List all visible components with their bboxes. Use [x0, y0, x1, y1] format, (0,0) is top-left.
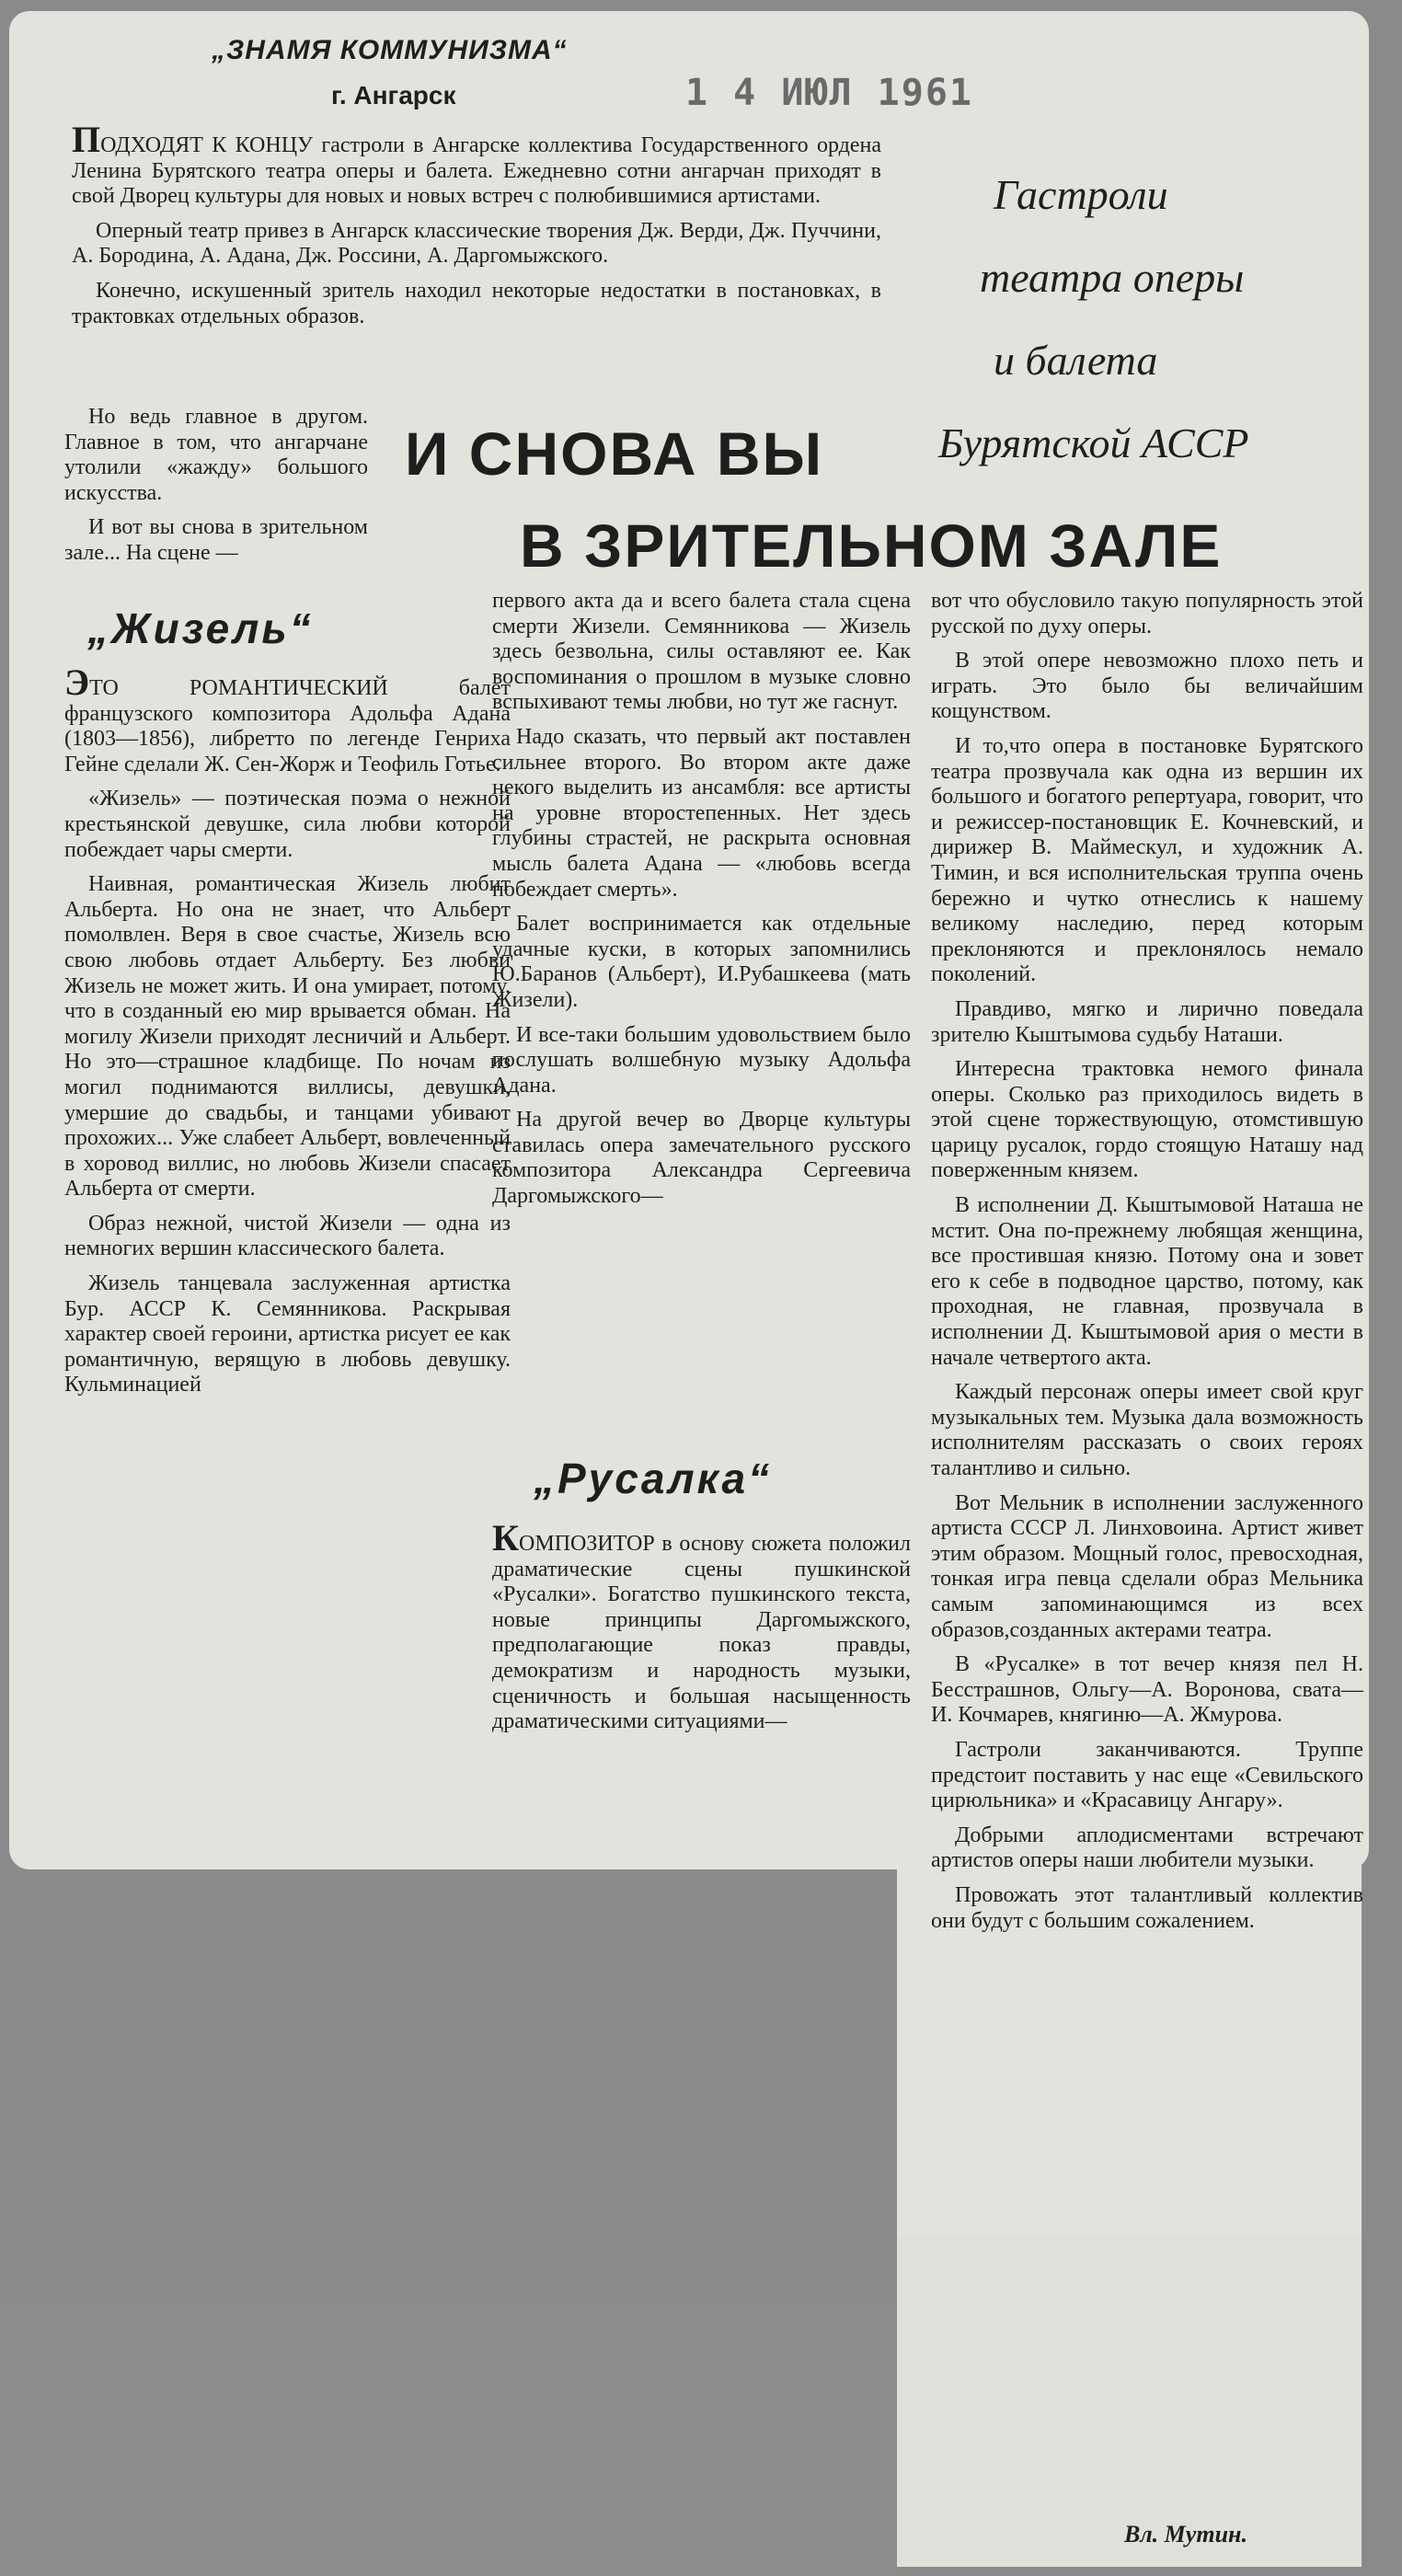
col2-p1: первого акта да и всего балета стала сцена смерти Жизели. Семянникова — Жизель здесь безвольна, силы оставляют ее. Как воспоминания о прошлом в музыке словно вспыхивают темы любви, но тут же гаснут. [492, 589, 911, 715]
background-shadow [0, 2305, 897, 2576]
col2-block [492, 589, 911, 1210]
rusalka-block [492, 1517, 911, 1735]
col1-p1: Но ведь главное в другом. Главное в том, что ангарчане утолили «жажду» большого искусства. [64, 405, 368, 505]
col2-p3: Балет воспринимается как отдельные удачные куски, в которых запомнились Ю.Баранов (Альберт), И.Рубашкеева (мать Жизели). [492, 912, 911, 1012]
intro-p1: ОДХОДЯТ К КОНЦУ гастроли в Ангарске коллектива Государственного ордена Ленина Бурятского театра оперы и балета. Ежедневно сотни ангарчан приходят в свой Дворец культуры для новых и новых встреч с полюбившимися артистами. [72, 133, 881, 209]
giselle-dropcap: Э [64, 661, 90, 703]
col3-p10: Гастроли заканчиваются. Труппе предстоит поставить у нас еще «Севильского цирюльника» и «Красавицу Ангару». [931, 1737, 1363, 1813]
col2-p4: И все-таки большим удовольствием было послушать волшебную музыку Адольфа Адана. [492, 1022, 911, 1098]
col3-p9: В «Русалке» в тот вечер князя пел Н. Бесстрашнов, Ольгу—А. Воронова, свата—И. Кочмарев, княгиню—А. Жмурова. [931, 1652, 1363, 1728]
col3-p6: В исполнении Д. Кыштымовой Наташа не мстит. Она по-прежнему любящая женщина, все простившая князю. Потому она и зовет его к себе в подводное царство, потому, как проходная, не главная, прозвучала в исполнении Д. Кыштымовой ария о мести в начале четвертого акта. [931, 1193, 1363, 1370]
city-line: г. Ангарск [331, 81, 456, 109]
col3-p5: Интересна трактовка немого финала оперы. Сколько раз приходилось видеть в этой сцене торжествующую, отомстившую царицу русалок, гордо стоящую Наташу над поверженным князем. [931, 1057, 1363, 1183]
headline-line-2: В ЗРИТЕЛЬНОМ ЗАЛЕ [520, 512, 1223, 580]
giselle-p1: ТО РОМАНТИЧЕСКИЙ балет французского композитора Адольфа Адана (1803—1856), либретто по легенде Генриха Гейне сделали Ж. Сен-Жорж и Теофиль Готье. [64, 676, 511, 776]
col3-block [931, 589, 1363, 1934]
col3-p2: В этой опере невозможно плохо петь и играть. Это было бы величайшим кощунством. [931, 649, 1363, 724]
col1-top [64, 405, 368, 567]
giselle-title: „Жизель“ [87, 604, 314, 652]
rubric-line-1: Гастроли [994, 171, 1168, 218]
col3-p3: И то,что опера в постановке Бурятского театра прозвучала как одна из вершин их большого и богатого репертуара, говорит, что и режиссер-постановщик Е. Кочневский, и дирижер В. Маймескул, и художник А. Тимин, и вся исполнительская труппа очень бережно и чутко отнеслись к нашему великому наследию, перед которым преклоняются и преклонялось немало поколений. [931, 733, 1363, 987]
newspaper-name: „ЗНАМЯ КОММУНИЗМА“ [212, 35, 568, 65]
rusalka-p1: ОМПОЗИТОР в основу сюжета положил драматические сцены пушкинской «Русалки». Богатство пушкинского текста, новые принципы Даргомыжского, предполагающие показ правды, демократизм и народность музыки, сценичность и большая насыщенность драматическими ситуациями— [492, 1532, 911, 1734]
giselle-p2: «Жизель» — поэтическая поэма о нежной крестьянской девушке, сила любви которой побеждает чары смерти. [64, 787, 511, 862]
col1-p2: И вот вы снова в зрительном зале... На сцене — [64, 515, 368, 565]
author-signature: Вл. Мутин. [1124, 2521, 1247, 2547]
giselle-p5: Жизель танцевала заслуженная артистка Бур. АССР К. Семянникова. Раскрывая характер своей героини, артистка рисует ее как романтичную, верящую в любовь девушку. Кульминацией [64, 1271, 511, 1397]
intro-block [72, 119, 881, 329]
rusalka-dropcap: К [492, 1517, 520, 1558]
giselle-p4: Образ нежной, чистой Жизели — одна из немногих вершин классического балета. [64, 1211, 511, 1261]
giselle-block [64, 661, 511, 1398]
rusalka-title: „Русалка“ [534, 1455, 773, 1502]
col3-p11: Добрыми аплодисментами встречают артистов оперы наши любители музыки. [931, 1823, 1363, 1873]
clipping-lower [897, 2236, 1362, 2567]
rubric-line-3: и балета [994, 337, 1158, 384]
col3-p4: Правдиво, мягко и лирично поведала зрителю Кыштымова судьбу Наташи. [931, 996, 1363, 1047]
intro-dropcap: П [72, 119, 101, 160]
col3-p1: вот что обусловило такую популярность этой русской по духу оперы. [931, 589, 1363, 638]
col2-p2: Надо сказать, что первый акт поставлен сильнее второго. Во втором акте даже некого выделить из ансамбля: все артисты на уровне второстепенных. Нет здесь глубины страстей, не раскрыта основная мысль балета Адана — «любовь всегда побеждает смерть». [492, 724, 911, 902]
giselle-p3: Наивная, романтическая Жизель любит Альберта. Но она не знает, что Альберт помолвлен. Веря в свое счастье, Жизель всю свою любовь отдает Альберту. Без любви Жизель не может жить. И она умирает, потому, что в созданный ею мир врывается обман. На могилу Жизели приходят лесничий и Альберт. Но это—страшное кладбище. По ночам из могил поднимаются виллисы, девушки, умершие до свадьбы, и танцами убивают прохожих... Уже слабеет Альберт, вовлеченный в хоровод виллис, но любовь Жизели спасает Альберта от смерти. [64, 872, 511, 1202]
intro-p3: Конечно, искушенный зритель находил некоторые недостатки в постановках, в трактовках отдельных образов. [72, 278, 881, 328]
col2-p5: На другой вечер во Дворце культуры ставилась опера замечательного русского композитора Александра Сергеевича Даргомыжского— [492, 1108, 911, 1209]
intro-p2: Оперный театр привез в Ангарск классические творения Дж. Верди, Дж. Пуччини, А. Бородина, А. Адана, Дж. Россини, А. Даргомыжского. [72, 218, 881, 269]
date-stamp: 1 4 ИЮЛ 1961 [685, 72, 973, 114]
rubric-box [938, 161, 1380, 506]
col3-p8: Вот Мельник в исполнении заслуженного артиста СССР Л. Линховоина. Артист живет этим образом. Мощный голос, превосходная, тонкая игра певца сделали образ Мельника самым запоминающимся из всех образов,созданных актерами театра. [931, 1490, 1363, 1642]
headline-line-1: И СНОВА ВЫ [405, 420, 824, 488]
rubric-line-2: театра оперы [980, 254, 1245, 301]
col3-p12: Провожать этот талантливый коллектив они будут с большим сожалением. [931, 1882, 1363, 1933]
col3-p7: Каждый персонаж оперы имеет свой круг музыкальных тем. Музыка дала возможность исполнителям рассказать о своих героях талантливо и сильно. [931, 1380, 1363, 1480]
rubric-line-4: Бурятской АССР [938, 420, 1249, 466]
